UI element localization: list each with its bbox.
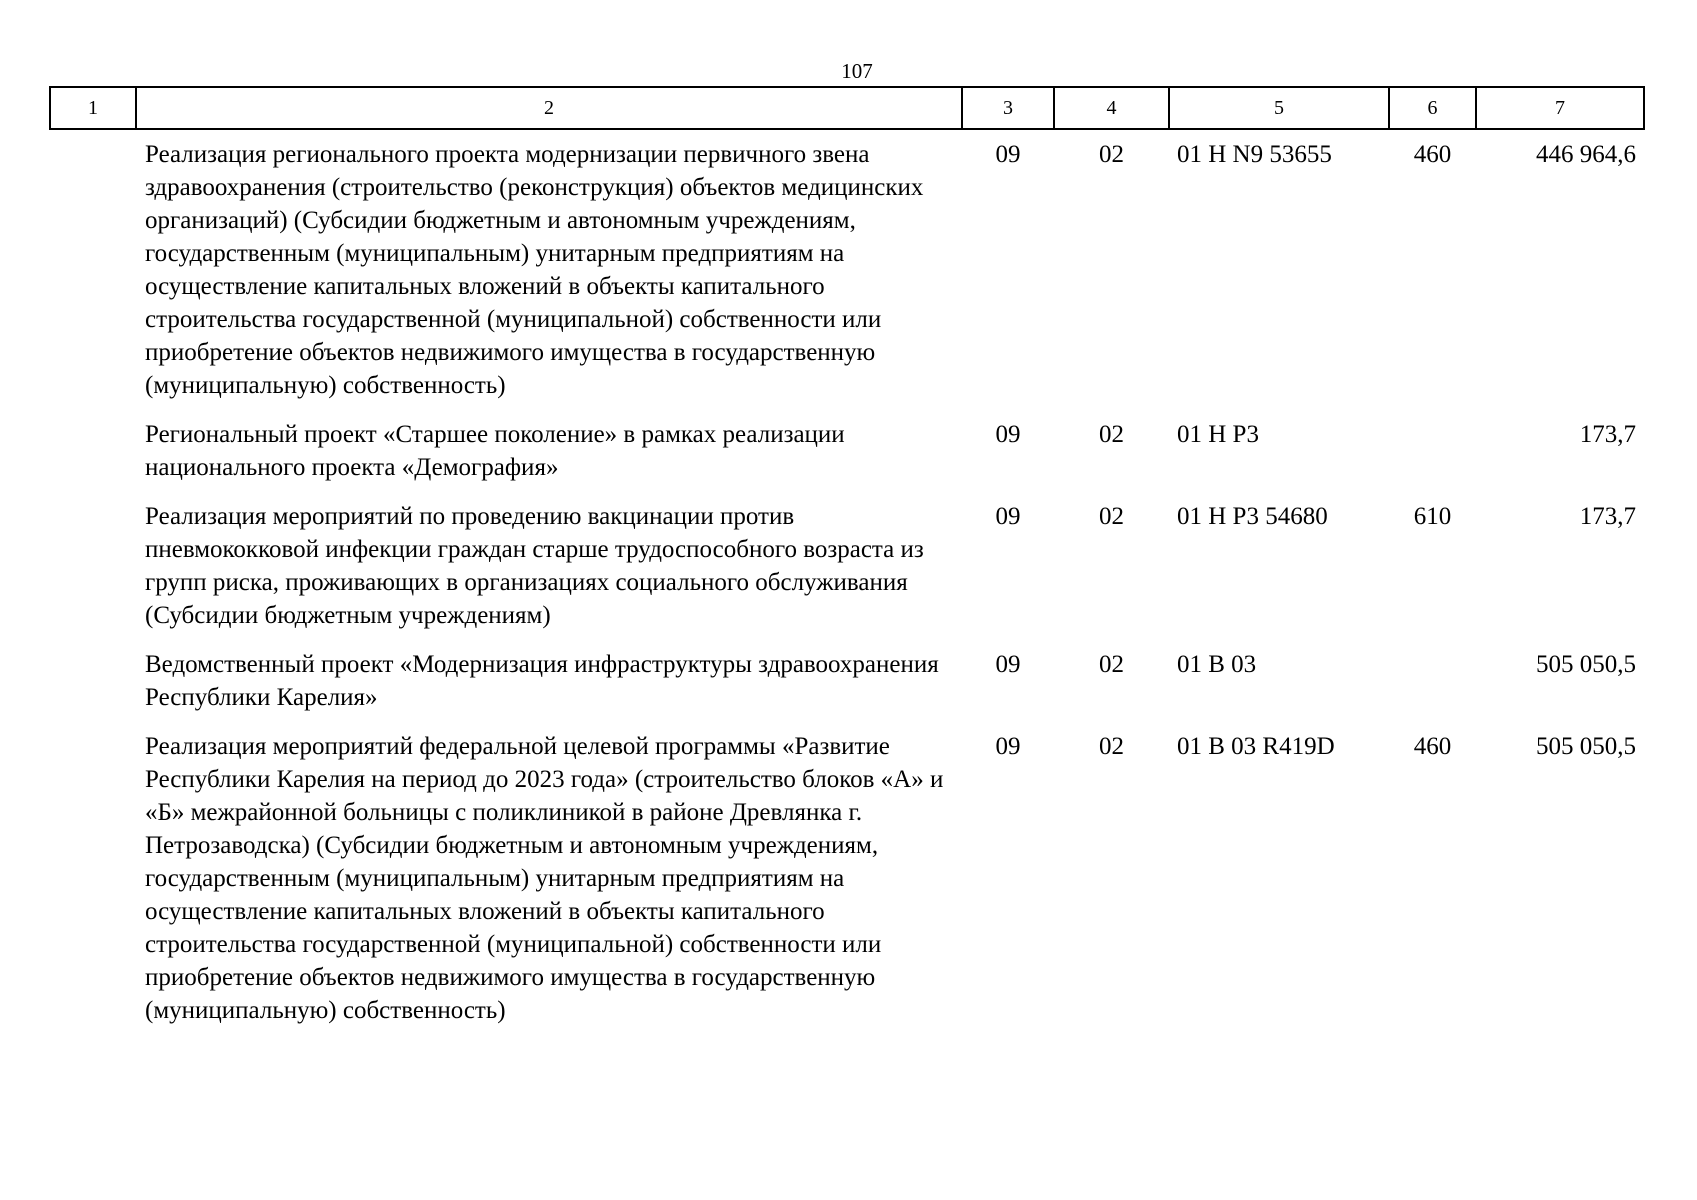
section-code: 09	[995, 503, 1021, 530]
header-col-5: 5	[1169, 87, 1389, 129]
expense-type-code	[1389, 648, 1476, 730]
page-number-text: 107	[841, 59, 873, 83]
row-number-cell	[50, 730, 136, 1043]
target-article-code: 01 В 03	[1177, 651, 1257, 678]
section-code: 09	[995, 141, 1021, 168]
amount: 173,7	[1579, 503, 1636, 530]
header-row	[50, 87, 1644, 129]
header-col-1: 1	[50, 87, 136, 129]
expense-type-code: 460	[1413, 733, 1452, 760]
amount: 505 050,5	[1536, 733, 1636, 760]
target-article-code: 01 Н P3 54680	[1177, 503, 1328, 530]
page-number	[0, 58, 1697, 84]
target-article-code: 01 В 03 R419D	[1177, 733, 1335, 760]
section-code: 09	[995, 651, 1021, 678]
table-header	[50, 87, 1644, 129]
item-name: Региональный проект «Старшее поколение» в рамках реализации национального проекта «Демография»	[145, 421, 845, 481]
section-code: 09	[995, 421, 1021, 448]
header-col-3: 3	[962, 87, 1054, 129]
header-col-6: 6	[1389, 87, 1476, 129]
expense-type-code	[1389, 418, 1476, 500]
row-number-cell	[50, 418, 136, 500]
amount: 505 050,5	[1536, 651, 1636, 678]
table-row	[50, 500, 1644, 648]
header-col-2: 2	[136, 87, 962, 129]
item-name: Реализация мероприятий по проведению вакцинации против пневмококковой инфекции граждан старше трудоспособного возраста из групп риска, проживающих в организациях социального обслуживания (Субсидии бюджетным учреждениям)	[145, 503, 924, 629]
item-name: Ведомственный проект «Модернизация инфраструктуры здравоохранения Республики Карелия»	[145, 651, 939, 711]
header-col-4: 4	[1054, 87, 1169, 129]
header-col-7: 7	[1476, 87, 1644, 129]
subsection-code: 02	[1099, 733, 1124, 760]
subsection-code: 02	[1099, 651, 1124, 678]
subsection-code: 02	[1099, 141, 1124, 168]
row-number-cell	[50, 648, 136, 730]
row-number-cell	[50, 129, 136, 418]
subsection-code: 02	[1099, 503, 1124, 530]
budget-table	[49, 86, 1645, 1043]
expense-type-code: 460	[1413, 141, 1452, 168]
item-name: Реализация регионального проекта модернизации первичного звена здравоохранения (строительство (реконструкция) объектов медицинских организаций) (Субсидии бюджетным и автономным учреждениям, государственным (муниципальным) унитарным предприятиям на осуществление капитальных вложений в объекты капитального строительства государственной (муниципальной) собственности или приобретение объектов недвижимого имущества в государственную (муниципальную) собственность)	[145, 141, 924, 399]
amount: 446 964,6	[1536, 141, 1636, 168]
expense-type-code: 610	[1413, 503, 1452, 530]
target-article-code: 01 Н N9 53655	[1177, 141, 1332, 168]
subsection-code: 02	[1099, 421, 1124, 448]
item-name: Реализация мероприятий федеральной целевой программы «Развитие Республики Карелия на период до 2023 года» (строительство блоков «А» и «Б» межрайонной больницы с поликлиникой в районе Древлянка г. Петрозаводска) (Субсидии бюджетным и автономным учреждениям, государственным (муниципальным) унитарным предприятиям на осуществление капитальных вложений в объекты капитального строительства государственной (муниципальной) собственности или приобретение объектов недвижимого имущества в государственную (муниципальную) собственность)	[145, 733, 944, 1024]
target-article-code: 01 Н P3	[1177, 421, 1259, 448]
amount: 173,7	[1579, 421, 1636, 448]
table-row	[50, 648, 1644, 730]
row-number-cell	[50, 500, 136, 648]
table-row	[50, 418, 1644, 500]
table-body	[50, 129, 1644, 1043]
section-code: 09	[995, 733, 1021, 760]
table-row	[50, 129, 1644, 418]
table-row	[50, 730, 1644, 1043]
